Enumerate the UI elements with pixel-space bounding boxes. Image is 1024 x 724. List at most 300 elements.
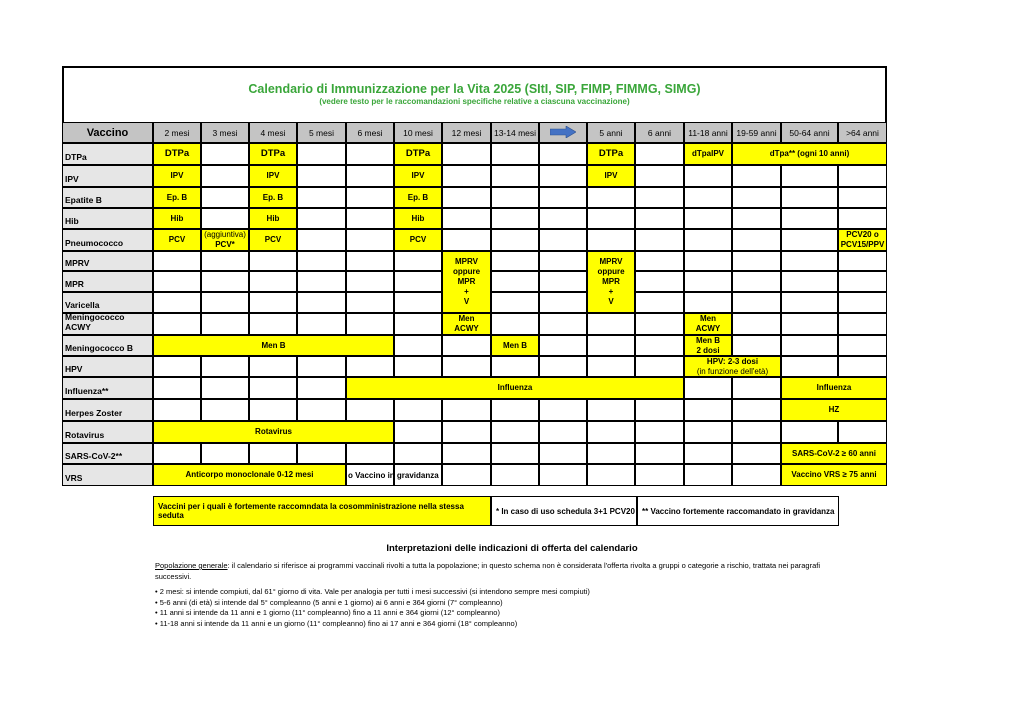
grid-cell: [491, 292, 539, 313]
schedule-cell: [781, 399, 887, 421]
grid-cell: [539, 187, 587, 208]
schedule-cell-text: [167, 193, 187, 203]
grid-cell: [838, 335, 887, 356]
schedule-cell: [249, 229, 297, 251]
grid-cell: [539, 399, 587, 421]
schedule-line: IPV: [170, 171, 184, 180]
schedule-cell: [153, 208, 201, 229]
grid-cell: [838, 271, 887, 292]
grid-cell: [781, 356, 838, 377]
schedule-line: PCV: [168, 235, 186, 244]
grid-cell: [838, 356, 887, 377]
schedule-cell: [587, 143, 635, 165]
schedule-cell-text: [412, 214, 425, 224]
grid-cell: [442, 165, 491, 187]
legend-star: * In caso di uso schedula 3+1 PCV20: [491, 496, 637, 526]
schedule-line: MPRV: [455, 257, 478, 266]
schedule-line: Men B: [503, 340, 527, 350]
schedule-line: Influenza: [497, 383, 533, 392]
schedule-cell-text: [503, 341, 527, 351]
schedule-cell: [781, 464, 887, 486]
grid-cell: [394, 335, 442, 356]
header-col-9: 5 anni: [587, 122, 635, 143]
schedule-line: ACWY: [454, 324, 479, 333]
grid-cell: [346, 229, 394, 251]
grid-cell: [781, 292, 838, 313]
schedule-cell-text: [169, 235, 185, 245]
legend-yellow: Vaccini per i quali è fortemente raccomndata la cosomministrazione nella stessa seduta: [153, 496, 491, 526]
grid-cell: [838, 313, 887, 335]
legend-double-star: ** Vaccino fortemente raccomandato in gravidanza: [637, 496, 839, 526]
grid-cell: [394, 313, 442, 335]
header-col-12: 19-59 anni: [732, 122, 781, 143]
grid-cell: [684, 208, 732, 229]
schedule-cell-text: [841, 230, 885, 250]
header-col-11: 11-18 anni: [684, 122, 732, 143]
grid-cell: [732, 421, 781, 443]
grid-cell: [491, 399, 539, 421]
grid-cell: [297, 443, 346, 464]
schedule-line: (in funzione dell'età): [696, 366, 769, 376]
grid-cell: [201, 271, 249, 292]
grid-cell: [346, 143, 394, 165]
schedule-cell: [346, 377, 684, 399]
grid-cell: [781, 208, 838, 229]
grid-cell: [684, 165, 732, 187]
grid-cell: [732, 187, 781, 208]
header-col-1: 3 mesi: [201, 122, 249, 143]
grid-cell: [201, 399, 249, 421]
schedule-line: PCV: [264, 235, 282, 244]
grid-cell: [442, 464, 491, 486]
grid-cell: [201, 313, 249, 335]
header-col-6: 12 mesi: [442, 122, 491, 143]
grid-cell: [587, 464, 635, 486]
grid-cell: [587, 313, 635, 335]
grid-cell: [491, 143, 539, 165]
grid-cell: [491, 271, 539, 292]
schedule-cell-text: [696, 336, 720, 356]
grid-cell: [838, 292, 887, 313]
grid-cell: [249, 443, 297, 464]
grid-cell: [201, 208, 249, 229]
grid-cell: [297, 187, 346, 208]
schedule-cell: [587, 251, 635, 313]
grid-cell: [394, 251, 442, 271]
schedule-line: Vaccino VRS ≥ 75 anni: [791, 470, 877, 479]
grid-cell: [297, 143, 346, 165]
schedule-cell: [153, 421, 394, 443]
grid-cell: [249, 251, 297, 271]
schedule-line: ACWY: [695, 324, 721, 333]
grid-cell: [346, 208, 394, 229]
title-box: [62, 66, 887, 122]
schedule-line: MPR: [602, 277, 620, 286]
grid-cell: [201, 251, 249, 271]
grid-cell: [442, 229, 491, 251]
grid-cell: [684, 443, 732, 464]
grid-cell: [732, 292, 781, 313]
grid-cell: [297, 356, 346, 377]
grid-cell: [781, 229, 838, 251]
schedule-line: IPV: [604, 171, 618, 180]
row-label: Influenza**: [62, 377, 153, 399]
grid-cell: [635, 399, 684, 421]
grid-cell: [635, 165, 684, 187]
schedule-line: DTPa: [405, 148, 431, 159]
schedule-line: PCV15/PPV: [840, 240, 885, 249]
schedule-line: IPV: [411, 171, 425, 180]
header-col-7: 13-14 mesi: [491, 122, 539, 143]
grid-cell: [684, 251, 732, 271]
grid-cell: [394, 399, 442, 421]
schedule-cell: [153, 464, 346, 486]
grid-cell: [249, 377, 297, 399]
grid-cell: [732, 251, 781, 271]
grid-cell: [249, 292, 297, 313]
schedule-cell: [684, 356, 781, 377]
schedule-cell: [201, 229, 249, 251]
grid-cell: [153, 251, 201, 271]
grid-cell: [346, 271, 394, 292]
grid-cell: [442, 443, 491, 464]
schedule-cell-text: [406, 149, 430, 159]
header-col-0: 2 mesi: [153, 122, 201, 143]
grid-cell: [297, 251, 346, 271]
grid-cell: [491, 356, 539, 377]
row-label: HPV: [62, 356, 153, 377]
grid-cell: [297, 292, 346, 313]
schedule-cell: [684, 313, 732, 335]
schedule-cell-text: [605, 171, 618, 181]
grid-cell: [539, 143, 587, 165]
schedule-cell-text: [692, 149, 724, 159]
schedule-cell: [249, 143, 297, 165]
schedule-cell-text: [697, 357, 768, 377]
grid-cell: [587, 208, 635, 229]
schedule-line: DTPa: [598, 148, 624, 159]
schedule-line: HZ: [828, 405, 840, 414]
grid-cell: [201, 443, 249, 464]
schedule-cell-text: [792, 449, 876, 459]
schedule-line: Hib: [170, 213, 184, 223]
grid-cell: [539, 313, 587, 335]
schedule-line: Hib: [411, 213, 425, 223]
schedule-cell-text: [410, 235, 426, 245]
grid-cell: [684, 187, 732, 208]
schedule-cell-text: [171, 171, 184, 181]
schedule-cell-text: [204, 230, 246, 250]
grid-cell: [153, 356, 201, 377]
list-item: • 2 mesi: si intende compiuti, dal 61° giorno di vita. Vale per analogia per tutti i mesi successivi (si intendono sempre mesi compiuti): [155, 587, 845, 598]
grid-cell: [732, 165, 781, 187]
grid-cell: [491, 165, 539, 187]
schedule-cell-text: [408, 193, 428, 203]
schedule-cell-text: [498, 383, 533, 393]
grid-cell: [539, 443, 587, 464]
grid-cell: [249, 271, 297, 292]
population-text: : il calendario si riferisce ai programmi vaccinali rivolti a tutta la popolazione; in questo schema non è considerata l'offerta rivolta a gruppi o categorie a rischio, trattata nei paragrafi successivi.: [155, 561, 820, 581]
grid-cell: [201, 377, 249, 399]
grid-cell: [442, 208, 491, 229]
grid-cell: [394, 292, 442, 313]
grid-cell: [635, 421, 684, 443]
schedule-cell: [153, 229, 201, 251]
schedule-cell: [249, 165, 297, 187]
grid-cell: [781, 335, 838, 356]
grid-cell: [539, 292, 587, 313]
schedule-cell-text: [265, 235, 281, 245]
grid-cell: [635, 229, 684, 251]
schedule-cell: [153, 335, 394, 356]
grid-cell: [346, 251, 394, 271]
schedule-cell-text: [263, 193, 283, 203]
grid-cell: [491, 208, 539, 229]
schedule-line: Men B: [261, 340, 286, 350]
schedule-cell-text: [171, 214, 184, 224]
schedule-line: Rotavirus: [255, 427, 292, 436]
row-label: Herpes Zoster: [62, 399, 153, 421]
grid-cell: [346, 356, 394, 377]
schedule-line: MPRV: [599, 257, 623, 266]
grid-cell: [684, 399, 732, 421]
schedule-line: PCV20 o: [846, 230, 879, 239]
header-vaccino: Vaccino: [62, 122, 153, 143]
grid-cell: [684, 377, 732, 399]
schedule-cell: [153, 165, 201, 187]
row-label: Rotavirus: [62, 421, 153, 443]
page-title: Calendario di Immunizzazione per la Vita 2025 (SItI, SIP, FIMP, FIMMG, SIMG): [248, 82, 701, 96]
grid-cell: [394, 356, 442, 377]
grid-cell: [732, 271, 781, 292]
list-item: • 11 anni si intende da 11 anni e 1 giorno (11° compleanno) fino a 11 anni e 364 giorni (12° compleanno): [155, 608, 845, 619]
schedule-cell-text: [454, 314, 478, 334]
grid-cell: [442, 356, 491, 377]
schedule-cell: [491, 335, 539, 356]
schedule-line: Ep. B: [262, 192, 284, 202]
grid-cell: [635, 292, 684, 313]
grid-cell: [153, 292, 201, 313]
row-label: Meningococco ACWY: [62, 313, 153, 335]
grid-cell: [684, 464, 732, 486]
schedule-cell-text: [597, 257, 624, 307]
grid-cell: [587, 443, 635, 464]
schedule-cell-text: [599, 149, 623, 159]
grid-cell: [587, 229, 635, 251]
grid-cell: [394, 271, 442, 292]
schedule-cell: [684, 143, 732, 165]
schedule-cell-text: [791, 470, 876, 480]
schedule-cell-text: [829, 405, 840, 415]
schedule-cell-text: [255, 427, 292, 437]
grid-cell: [587, 335, 635, 356]
grid-cell: [838, 208, 887, 229]
page-subtitle: (vedere testo per le raccomandazioni specifiche relative a ciascuna vaccinazione): [319, 97, 630, 106]
schedule-cell: [732, 143, 887, 165]
schedule-line: +: [608, 287, 614, 296]
grid-cell: [346, 399, 394, 421]
schedule-cell-text: [262, 341, 286, 351]
grid-cell: [635, 271, 684, 292]
schedule-cell-text: [696, 314, 720, 334]
grid-cell: [635, 443, 684, 464]
row-label: DTPa: [62, 143, 153, 165]
grid-cell: [539, 335, 587, 356]
list-item: • 11-18 anni si intende da 11 anni e un giorno (11° compleanno) fino ai 17 anni e 364 giorni (18° compleanno): [155, 619, 845, 630]
row-label: MPR: [62, 271, 153, 292]
grid-cell: [635, 208, 684, 229]
schedule-cell: [781, 377, 887, 399]
schedule-cell: [394, 208, 442, 229]
grid-cell: [732, 335, 781, 356]
grid-cell: [153, 443, 201, 464]
grid-cell: [442, 335, 491, 356]
grid-cell: [346, 292, 394, 313]
grid-cell: [297, 165, 346, 187]
schedule-line: Ep. B: [407, 192, 429, 202]
schedule-line: Men: [458, 314, 475, 323]
grid-cell: [587, 399, 635, 421]
grid-cell: [539, 208, 587, 229]
row-label: VRS: [62, 464, 153, 486]
grid-cell: [539, 421, 587, 443]
schedule-line: HPV: 2-3 dosi: [706, 356, 759, 366]
schedule-line: PCV: [409, 235, 427, 244]
grid-cell: [201, 292, 249, 313]
grid-cell: [491, 187, 539, 208]
grid-cell: [539, 464, 587, 486]
schedule-cell-text: [165, 149, 189, 159]
vrs-pregnancy-text: o Vaccino in gravidanza: [348, 470, 439, 480]
schedule-line: oppure: [452, 267, 481, 276]
row-label: MPRV: [62, 251, 153, 271]
grid-cell: [684, 421, 732, 443]
grid-cell: [732, 464, 781, 486]
schedule-cell: [684, 335, 732, 356]
row-label: Epatite B: [62, 187, 153, 208]
grid-cell: [346, 187, 394, 208]
grid-cell: [346, 165, 394, 187]
schedule-cell: [394, 229, 442, 251]
schedule-line: (aggiuntiva): [204, 230, 246, 239]
grid-cell: [297, 313, 346, 335]
grid-cell: [732, 313, 781, 335]
grid-cell: [684, 229, 732, 251]
grid-cell: [442, 421, 491, 443]
grid-cell: [491, 229, 539, 251]
schedule-cell: [442, 251, 491, 313]
schedule-line: PCV*: [215, 240, 235, 249]
grid-cell: [442, 143, 491, 165]
grid-cell: [491, 443, 539, 464]
grid-cell: [249, 313, 297, 335]
schedule-cell-text: [267, 171, 280, 181]
schedule-line: MPR: [457, 277, 476, 286]
right-arrow-icon: [550, 126, 576, 138]
grid-cell: [153, 377, 201, 399]
grid-cell: [491, 313, 539, 335]
population-paragraph: [155, 561, 845, 582]
grid-cell: [153, 399, 201, 421]
header-col-14: >64 anni: [838, 122, 887, 143]
grid-cell: [732, 377, 781, 399]
grid-cell: [781, 313, 838, 335]
list-item: • 5-6 anni (di età) si intende dal 5° compleanno (5 anni e 1 giorno) ai 6 anni e 364 giorni (7° compleanno): [155, 598, 845, 609]
schedule-cell: [249, 187, 297, 208]
schedule-line: dTpaIPV: [691, 149, 724, 158]
grid-cell: [781, 187, 838, 208]
schedule-line: oppure: [597, 267, 625, 276]
schedule-line: Men: [699, 314, 716, 323]
schedule-line: dTpa** (ogni 10 anni): [769, 149, 850, 158]
grid-cell: [635, 143, 684, 165]
schedule-cell: [249, 208, 297, 229]
grid-cell: [781, 251, 838, 271]
row-label: SARS-CoV-2**: [62, 443, 153, 464]
schedule-cell: [394, 143, 442, 165]
schedule-cell: [153, 143, 201, 165]
grid-cell: [587, 421, 635, 443]
schedule-cell: [153, 187, 201, 208]
grid-cell: [684, 292, 732, 313]
grid-cell: [838, 165, 887, 187]
grid-cell: [297, 377, 346, 399]
schedule-cell: [838, 229, 887, 251]
grid-cell: [684, 271, 732, 292]
schedule-line: V: [463, 297, 470, 306]
grid-cell: [635, 313, 684, 335]
grid-cell: [491, 421, 539, 443]
grid-cell: [249, 356, 297, 377]
grid-cell: [635, 356, 684, 377]
row-label: IPV: [62, 165, 153, 187]
schedule-line: IPV: [266, 171, 280, 180]
grid-cell: [346, 443, 394, 464]
grid-cell: [539, 271, 587, 292]
grid-cell: [442, 187, 491, 208]
population-label: Popolazione generale: [155, 561, 228, 570]
grid-cell: [539, 229, 587, 251]
grid-cell: [838, 421, 887, 443]
header-col-4: 6 mesi: [346, 122, 394, 143]
schedule-cell: [394, 165, 442, 187]
grid-cell: [201, 356, 249, 377]
grid-cell: [297, 208, 346, 229]
header-col-13: 50-64 anni: [781, 122, 838, 143]
grid-cell: [838, 251, 887, 271]
grid-cell: [635, 251, 684, 271]
schedule-cell-text: [185, 470, 313, 480]
schedule-line: DTPa: [260, 148, 286, 159]
schedule-cell-text: [267, 214, 280, 224]
schedule-cell-text: [770, 149, 850, 159]
grid-cell: [153, 271, 201, 292]
grid-cell: [201, 187, 249, 208]
grid-cell: [539, 251, 587, 271]
schedule-line: SARS-CoV-2 ≥ 60 anni: [792, 448, 876, 458]
grid-cell: [297, 399, 346, 421]
schedule-line: 2 dosi: [696, 345, 720, 355]
grid-cell: [249, 399, 297, 421]
header-col-3: 5 mesi: [297, 122, 346, 143]
row-label: Varicella: [62, 292, 153, 313]
grid-cell: [201, 165, 249, 187]
grid-cell: [587, 356, 635, 377]
grid-cell: [635, 335, 684, 356]
grid-cell: [491, 251, 539, 271]
schedule-line: +: [464, 287, 469, 296]
schedule-cell-text: [261, 149, 285, 159]
